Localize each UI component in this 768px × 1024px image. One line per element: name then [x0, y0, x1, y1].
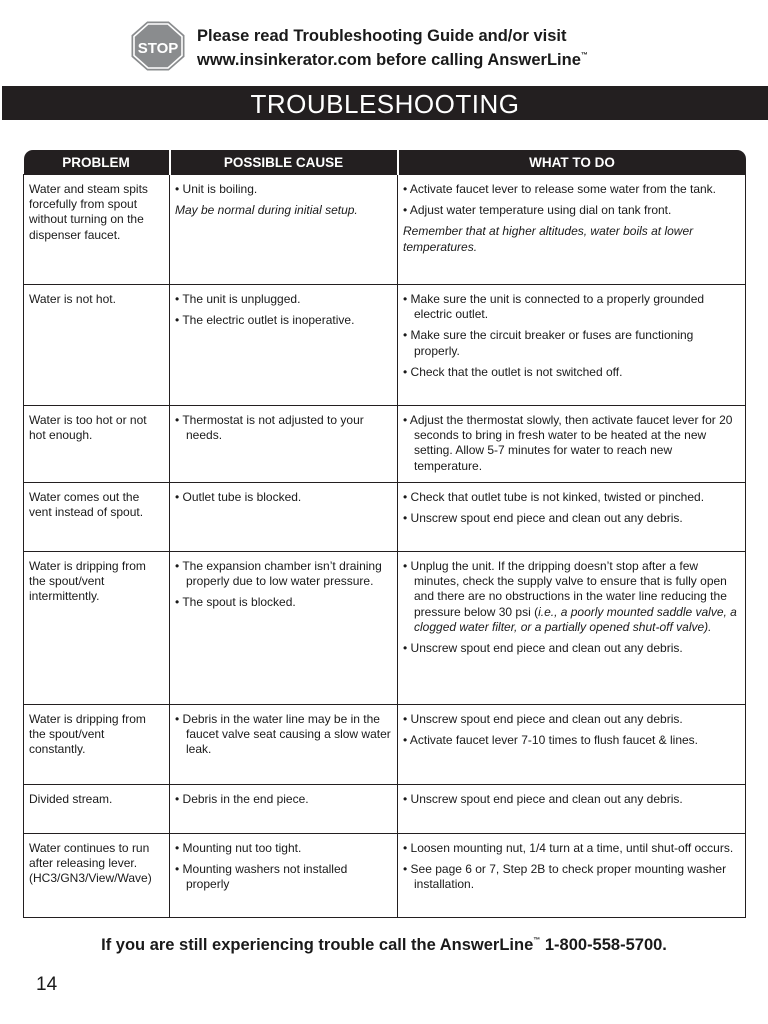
cause-item-text: • The unit is unplugged.	[175, 292, 301, 306]
action-item	[403, 733, 740, 748]
table-row	[24, 285, 746, 406]
action-item-text: • Unplug the unit. If the dripping doesn’t stop after a few minutes, check the supply valve to ensure that is fully open and there are no obstructions in the water line reducing the pressure below 30 psi (	[403, 559, 727, 619]
header-notice	[197, 27, 588, 70]
action-item-text: • Make sure the circuit breaker or fuses are functioning properly.	[403, 328, 694, 358]
problem-cell: Water is dripping from the spout/vent constantly.	[24, 705, 170, 785]
action-item-text: • Unscrew spout end piece and clean out any debris.	[403, 641, 683, 656]
action-item	[403, 203, 740, 218]
action-item-text: • Unscrew spout end piece and clean out any debris.	[403, 712, 683, 726]
action-cell	[398, 285, 746, 406]
action-item-text: • See page 6 or 7, Step 2B to check proper mounting washer installation.	[403, 862, 727, 892]
action-item	[403, 490, 740, 505]
column-header-possible-cause: POSSIBLE CAUSE	[170, 150, 398, 175]
action-item-text: Remember that at higher altitudes, water boils at lower temperatures.	[403, 224, 694, 254]
troubleshooting-table	[23, 150, 745, 918]
page-number: 14	[36, 974, 58, 995]
cause-item-text: • The spout is blocked.	[175, 595, 296, 610]
action-item-text: • Make sure the unit is connected to a properly grounded electric outlet.	[403, 292, 705, 322]
column-header-problem: PROBLEM	[24, 150, 170, 175]
action-item	[403, 413, 740, 474]
action-item-italic-note: i.e., a poorly mounted saddle valve, a clogged water filter, or a partially opened shut-off valve).	[414, 604, 737, 634]
table-row	[24, 483, 746, 552]
footer-note	[0, 936, 768, 955]
action-item	[403, 511, 740, 526]
action-cell	[398, 785, 746, 834]
action-item-text: • Check that the outlet is not switched off.	[403, 364, 623, 379]
cause-item	[175, 595, 392, 610]
trademark-mark: ™	[580, 52, 588, 59]
cause-item-text: • Debris in the water line may be in the faucet valve seat causing a slow water leak.	[175, 712, 391, 757]
action-item	[403, 641, 740, 656]
action-item	[403, 292, 740, 322]
action-item-text: • Adjust the thermostat slowly, then activate faucet lever for 20 seconds to bring in fresh water to be heated at the new setting. Allow 5-7 minutes for water to reach new temperature.	[403, 413, 733, 473]
problem-cell: Water continues to run after releasing lever. (HC3/GN3/View/Wave)	[24, 834, 170, 918]
cause-cell	[170, 552, 398, 705]
cause-cell	[170, 483, 398, 552]
footer-text: If you are still experiencing trouble call the AnswerLine	[101, 936, 534, 954]
cause-item	[175, 182, 392, 197]
action-item	[403, 182, 740, 197]
table-header-row	[24, 150, 746, 175]
cause-item-text: • The expansion chamber isn’t draining properly due to low water pressure.	[175, 559, 382, 589]
cause-cell	[170, 175, 398, 285]
action-cell	[398, 552, 746, 705]
action-item	[403, 559, 740, 635]
problem-cell: Water and steam spits forcefully from spout without turning on the dispenser faucet.	[24, 175, 170, 285]
action-item	[403, 862, 740, 892]
cause-item-text: May be normal during initial setup.	[175, 203, 358, 218]
action-item	[403, 365, 740, 380]
table-row	[24, 552, 746, 705]
cause-item-text: • Debris in the end piece.	[175, 792, 309, 806]
action-cell	[398, 483, 746, 552]
action-item	[403, 712, 740, 727]
stop-sign-icon	[130, 20, 186, 72]
cause-item	[175, 712, 392, 758]
action-item-text: • Loosen mounting nut, 1/4 turn at a time, until shut-off occurs.	[403, 841, 734, 855]
problem-cell: Water is dripping from the spout/vent intermittently.	[24, 552, 170, 705]
problem-cell: Water comes out the vent instead of spout.	[24, 483, 170, 552]
table-row	[24, 705, 746, 785]
action-item	[403, 841, 740, 856]
table-row	[24, 175, 746, 285]
table-row	[24, 834, 746, 918]
action-cell	[398, 705, 746, 785]
action-item-text: • Unscrew spout end piece and clean out any debris.	[403, 511, 683, 526]
cause-cell	[170, 705, 398, 785]
cause-item	[175, 792, 392, 807]
cause-cell	[170, 285, 398, 406]
action-item-text: • Unscrew spout end piece and clean out any debris.	[403, 792, 683, 806]
column-header-what-to-do: WHAT TO DO	[398, 150, 746, 175]
cause-item	[175, 292, 392, 307]
cause-item-text: • Mounting nut too tight.	[175, 841, 302, 855]
action-item	[403, 224, 740, 254]
table-row	[24, 406, 746, 483]
action-item	[403, 792, 740, 807]
footer-trademark-mark: ™	[533, 937, 541, 944]
action-item	[403, 328, 740, 358]
cause-cell	[170, 406, 398, 483]
header-line-2	[197, 46, 588, 70]
cause-item	[175, 490, 392, 505]
problem-cell: Divided stream.	[24, 785, 170, 834]
stop-sign-text: STOP	[137, 40, 179, 57]
problem-cell: Water is too hot or not hot enough.	[24, 406, 170, 483]
cause-item-text: • The electric outlet is inoperative.	[175, 313, 355, 328]
cause-item	[175, 559, 392, 589]
page-title: TROUBLESHOOTING	[2, 86, 768, 120]
cause-item	[175, 862, 392, 892]
action-item-text: • Check that outlet tube is not kinked, twisted or pinched.	[403, 490, 705, 504]
action-cell	[398, 175, 746, 285]
problem-cell: Water is not hot.	[24, 285, 170, 406]
cause-item	[175, 203, 392, 218]
cause-item	[175, 841, 392, 856]
action-cell	[398, 834, 746, 918]
header-line-2-text: www.insinkerator.com before calling AnswerLine	[197, 51, 581, 69]
cause-item-text: • Mounting washers not installed properly	[175, 862, 348, 892]
action-item-text: • Activate faucet lever to release some water from the tank.	[403, 182, 717, 196]
footer-phone: 1-800-558-5700.	[540, 936, 667, 954]
cause-item-text: • Outlet tube is blocked.	[175, 490, 302, 504]
cause-item-text: • Unit is boiling.	[175, 182, 258, 196]
action-item-text: • Adjust water temperature using dial on tank front.	[403, 203, 672, 218]
cause-item	[175, 313, 392, 328]
header-line-1: Please read Troubleshooting Guide and/or visit	[197, 27, 567, 45]
table-row	[24, 785, 746, 834]
cause-item-text: • Thermostat is not adjusted to your needs.	[175, 413, 364, 443]
action-item-text: • Activate faucet lever 7-10 times to flush faucet & lines.	[403, 733, 699, 748]
action-cell	[398, 406, 746, 483]
cause-cell	[170, 834, 398, 918]
cause-item	[175, 413, 392, 443]
page-header	[0, 0, 768, 84]
cause-cell	[170, 785, 398, 834]
